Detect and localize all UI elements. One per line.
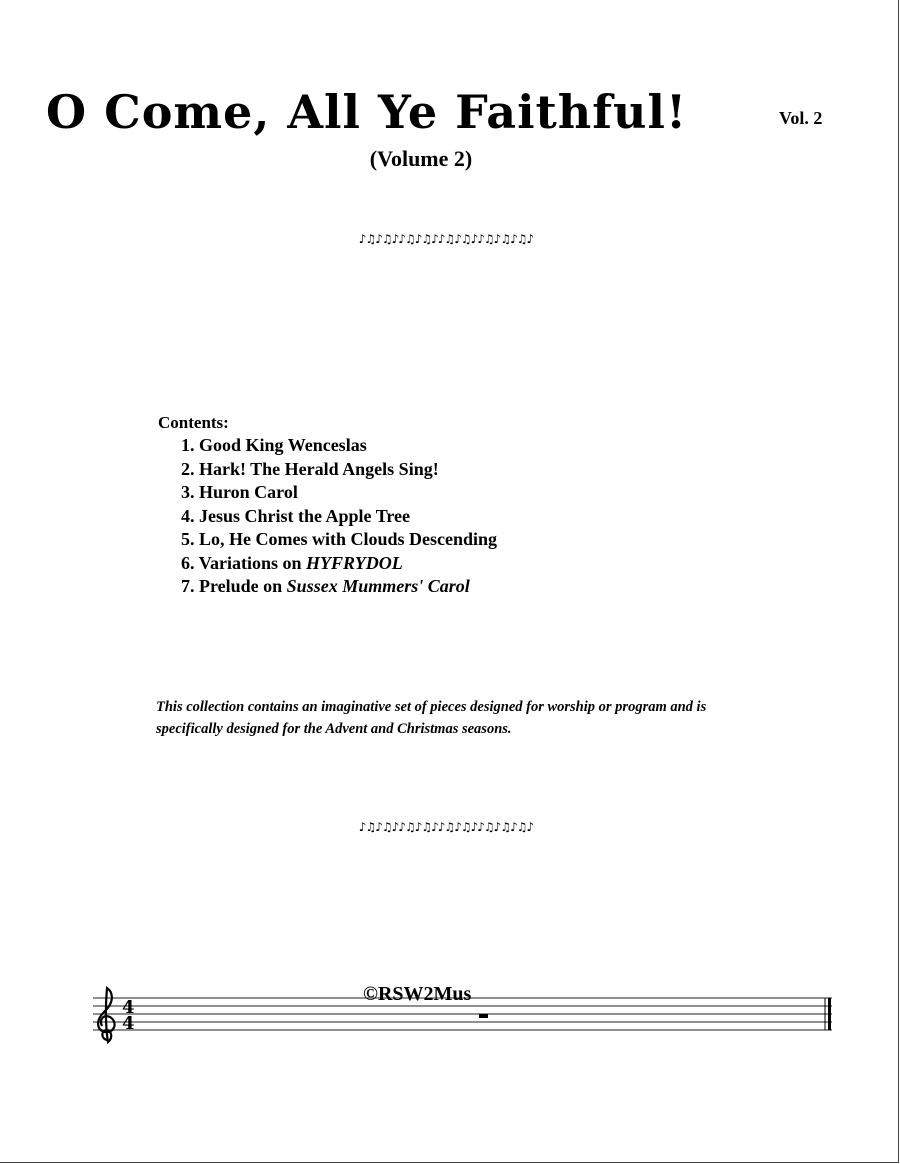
contents-item-title: Lo, He Comes with Clouds Descending — [199, 529, 498, 549]
contents-item — [181, 434, 497, 458]
contents-item — [181, 528, 497, 552]
subtitle: (Volume 2) — [369, 146, 473, 171]
contents-item-number: 5. — [181, 529, 195, 549]
contents-item-number: 7. — [181, 576, 195, 596]
title-block — [46, 80, 866, 144]
time-signature-top: 4 — [122, 997, 135, 1018]
contents-item-title: Variations on — [198, 552, 302, 573]
contents-item-number: 2. — [181, 458, 195, 479]
main-title: O Come, All Ye Faithful! — [46, 85, 688, 139]
music-note-ornament-bottom: ♪♫♪♫♪♪♫♪♫♪♪♫♪♫♪♪♫♪♫♪♫♪ — [358, 820, 534, 834]
contents-item — [181, 575, 497, 599]
treble-clef-icon — [98, 988, 114, 1042]
contents-item-number: 4. — [181, 505, 195, 526]
volume-tag: Vol. 2 — [779, 108, 823, 128]
contents-item-number: 1. — [181, 435, 195, 455]
copyright-notice: ©RSW2Mus — [363, 983, 472, 1005]
contents-list — [158, 434, 497, 599]
contents-item — [181, 505, 497, 529]
contents-heading: Contents: — [158, 413, 229, 432]
time-signature — [122, 997, 135, 1034]
contents-item — [181, 481, 497, 505]
contents-item — [181, 458, 497, 482]
contents-item — [181, 552, 497, 576]
contents-item-title: Prelude on — [199, 576, 283, 596]
contents-item-number: 6. — [181, 552, 195, 573]
collection-description: This collection contains an imaginative set of pieces designed for worship or program and is specifically designed for the Advent and Christmas seasons. — [156, 699, 707, 737]
contents-item-title: Hark! The Herald Angels Sing! — [199, 458, 439, 479]
contents-item-title: Good King Wenceslas — [199, 435, 367, 455]
time-signature-bottom: 4 — [122, 1013, 135, 1034]
contents-item-title: Jesus Christ the Apple Tree — [199, 505, 411, 526]
music-note-ornament-top: ♪♫♪♫♪♪♫♪♫♪♪♫♪♫♪♪♫♪♫♪♫♪ — [358, 232, 534, 246]
contents-section — [158, 412, 497, 599]
contents-item-title: Huron Carol — [199, 482, 298, 502]
contents-item-tune-name: Sussex Mummers' Carol — [286, 576, 470, 596]
whole-rest-icon — [479, 1014, 488, 1018]
contents-item-number: 3. — [181, 482, 195, 502]
contents-item-tune-name: HYFRYDOL — [306, 552, 403, 573]
